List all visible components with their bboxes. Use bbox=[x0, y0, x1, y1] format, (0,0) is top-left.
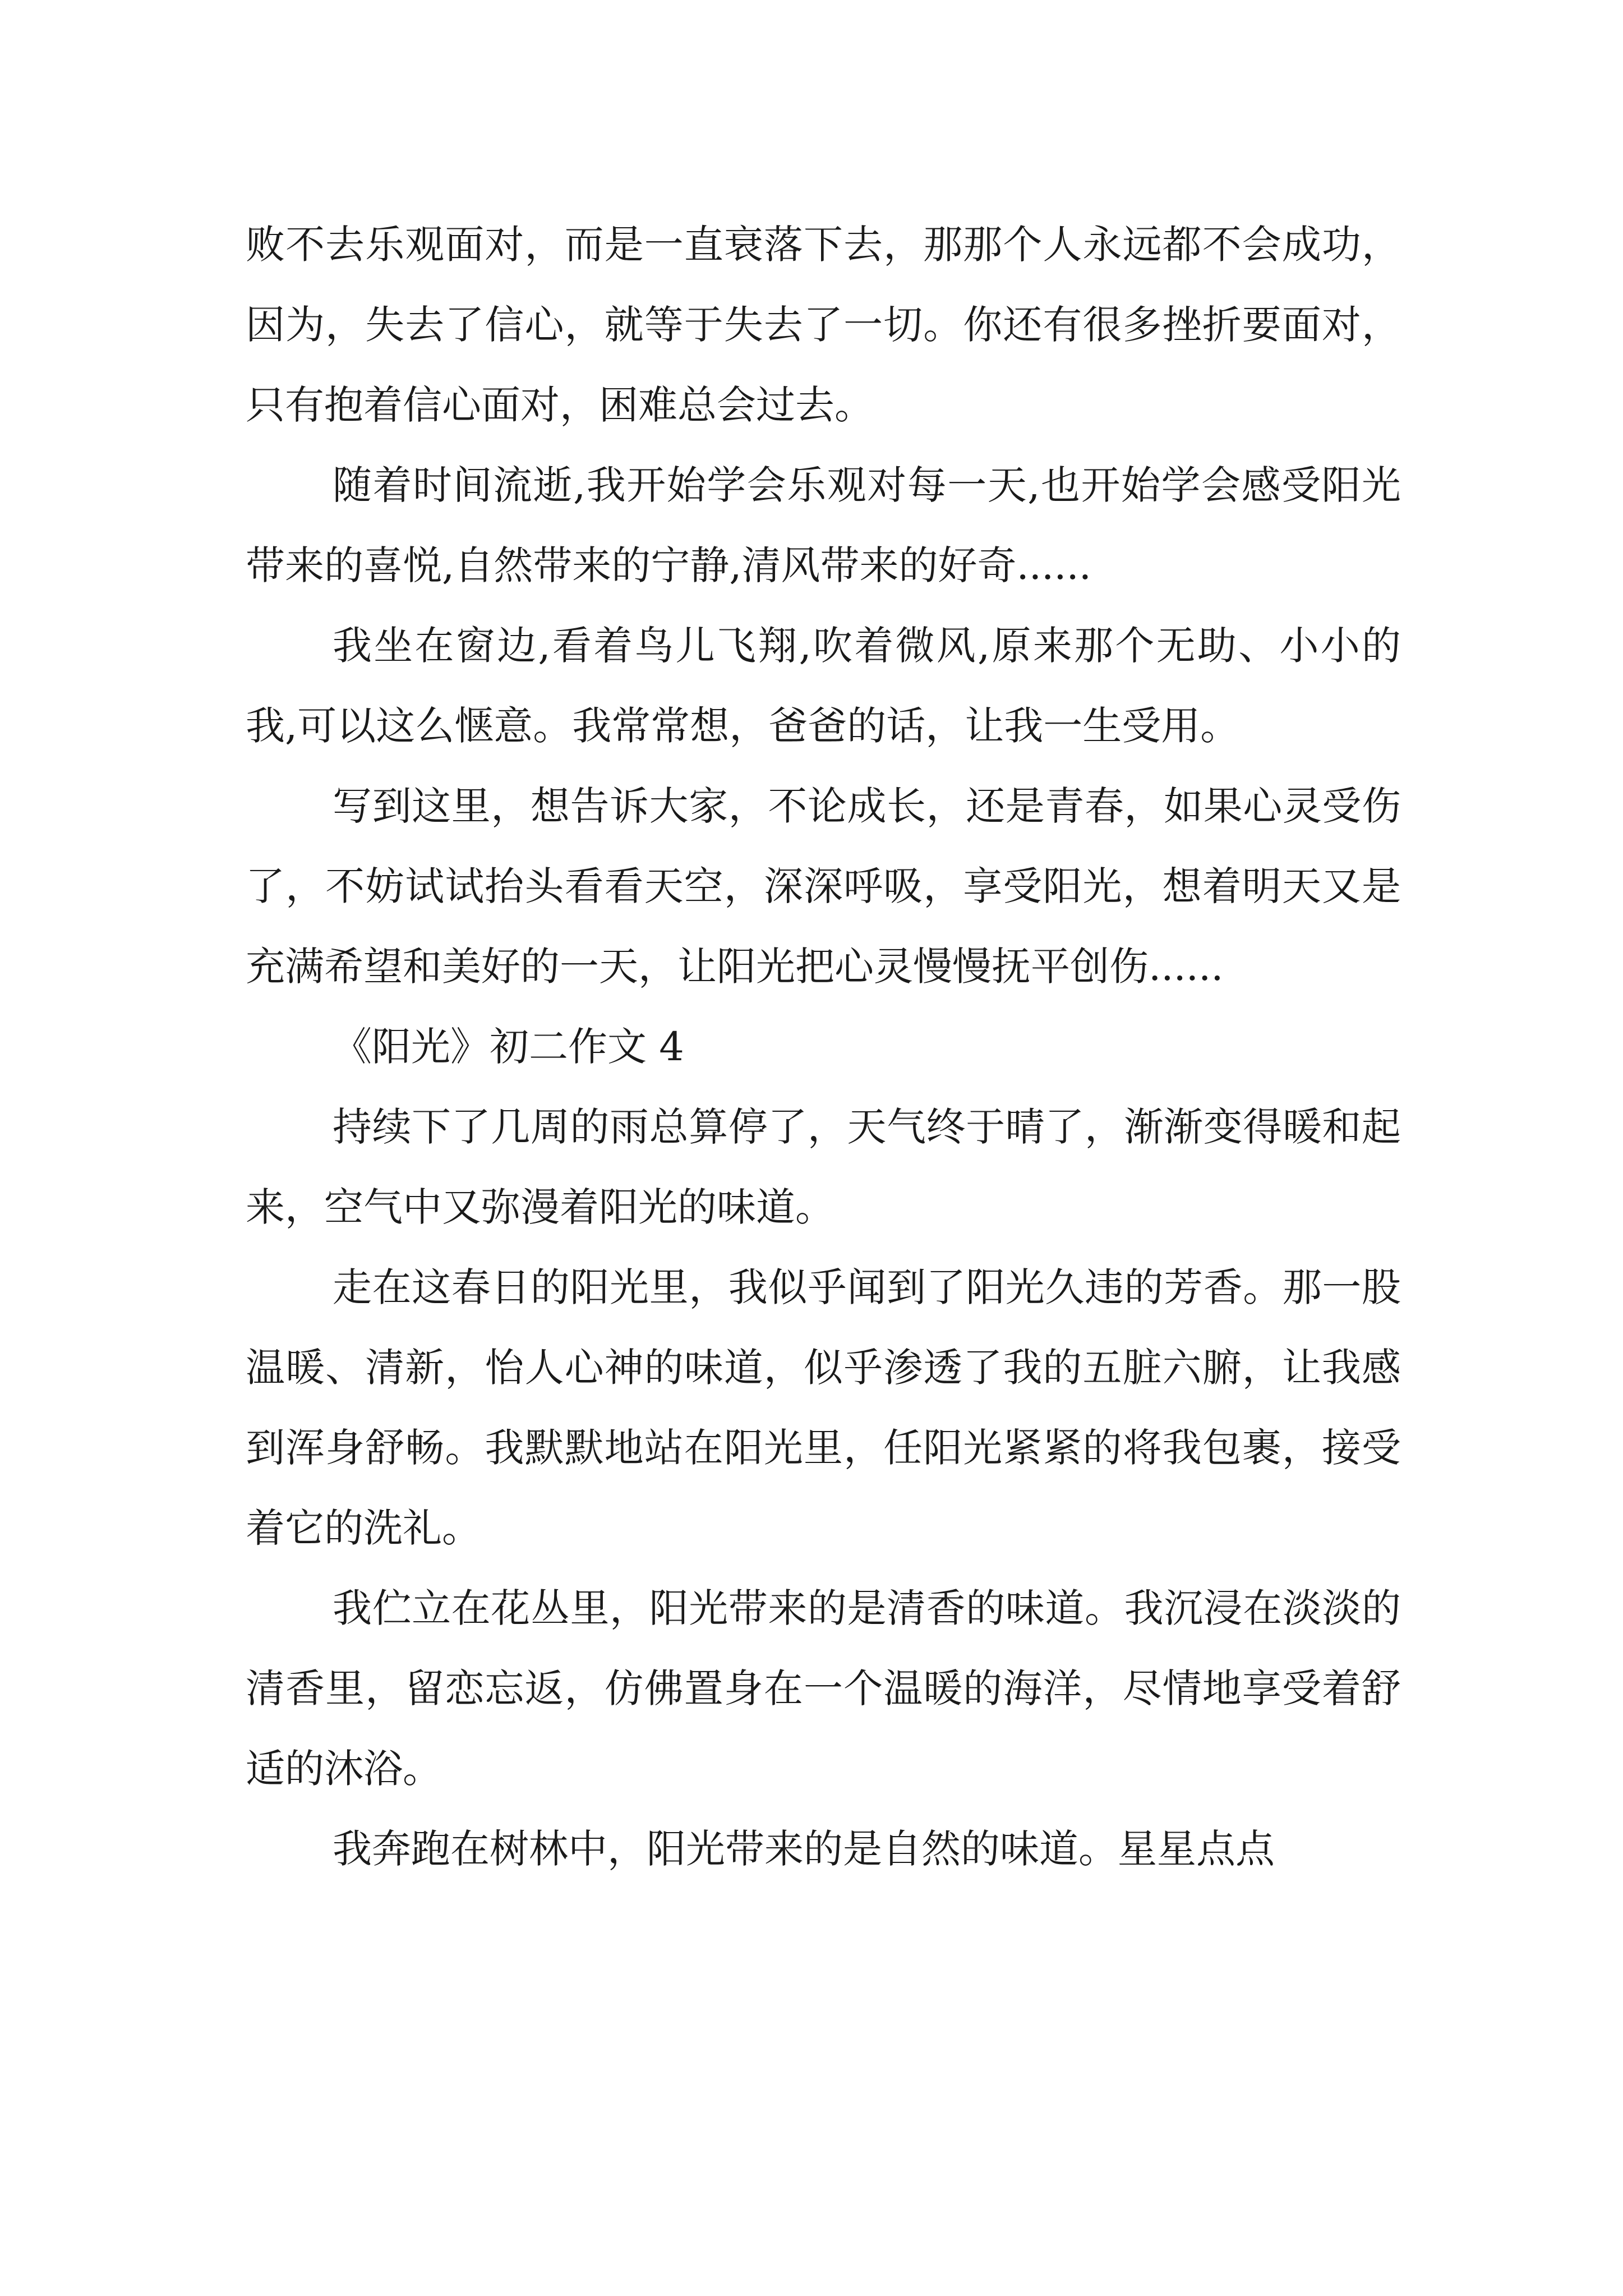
essay-body bbox=[246, 205, 1401, 1889]
paragraph: 我伫立在花丛里，阳光带来的是清香的味道。我沉浸在淡淡的清香里，留恋忘返，仿佛置身在一个温暖的海洋，尽情地享受着舒适的沐浴。 bbox=[246, 1585, 1401, 1792]
paragraph: 写到这里，想告诉大家，不论成长，还是青春，如果心灵受伤了，不妨试试抬头看看天空，深深呼吸，享受阳光，想着明天又是充满希望和美好的一天，让阳光把心灵慢慢抚平创伤...... bbox=[246, 783, 1401, 990]
paragraph: 持续下了几周的雨总算停了，天气终于晴了，渐渐变得暖和起来，空气中又弥漫着阳光的味道。 bbox=[246, 1104, 1401, 1230]
paragraph: 我奔跑在树林中，阳光带来的是自然的味道。星星点点 bbox=[333, 1826, 1275, 1872]
paragraph: 随着时间流逝,我开始学会乐观对每一天,也开始学会感受阳光带来的喜悦,自然带来的宁静,清风带来的好奇...... bbox=[246, 462, 1401, 588]
paragraph: 走在这春日的阳光里，我似乎闻到了阳光久违的芳香。那一股温暖、清新，怡人心神的味道，似乎渗透了我的五脏六腑，让我感到浑身舒畅。我默默地站在阳光里，任阳光紧紧的将我包裹，接受着它的洗礼。 bbox=[246, 1264, 1401, 1551]
essay-heading: 《阳光》初二作文 4 bbox=[333, 1024, 684, 1070]
paragraph-continuation: 败不去乐观面对，而是一直衰落下去，那那个人永远都不会成功，因为，失去了信心，就等于失去了一切。你还有很多挫折要面对，只有抱着信心面对，困难总会过去。 bbox=[246, 222, 1401, 428]
paragraph: 我坐在窗边,看着鸟儿飞翔,吹着微风,原来那个无助、小小的我,可以这么惬意。我常常想，爸爸的话，让我一生受用。 bbox=[246, 623, 1401, 749]
